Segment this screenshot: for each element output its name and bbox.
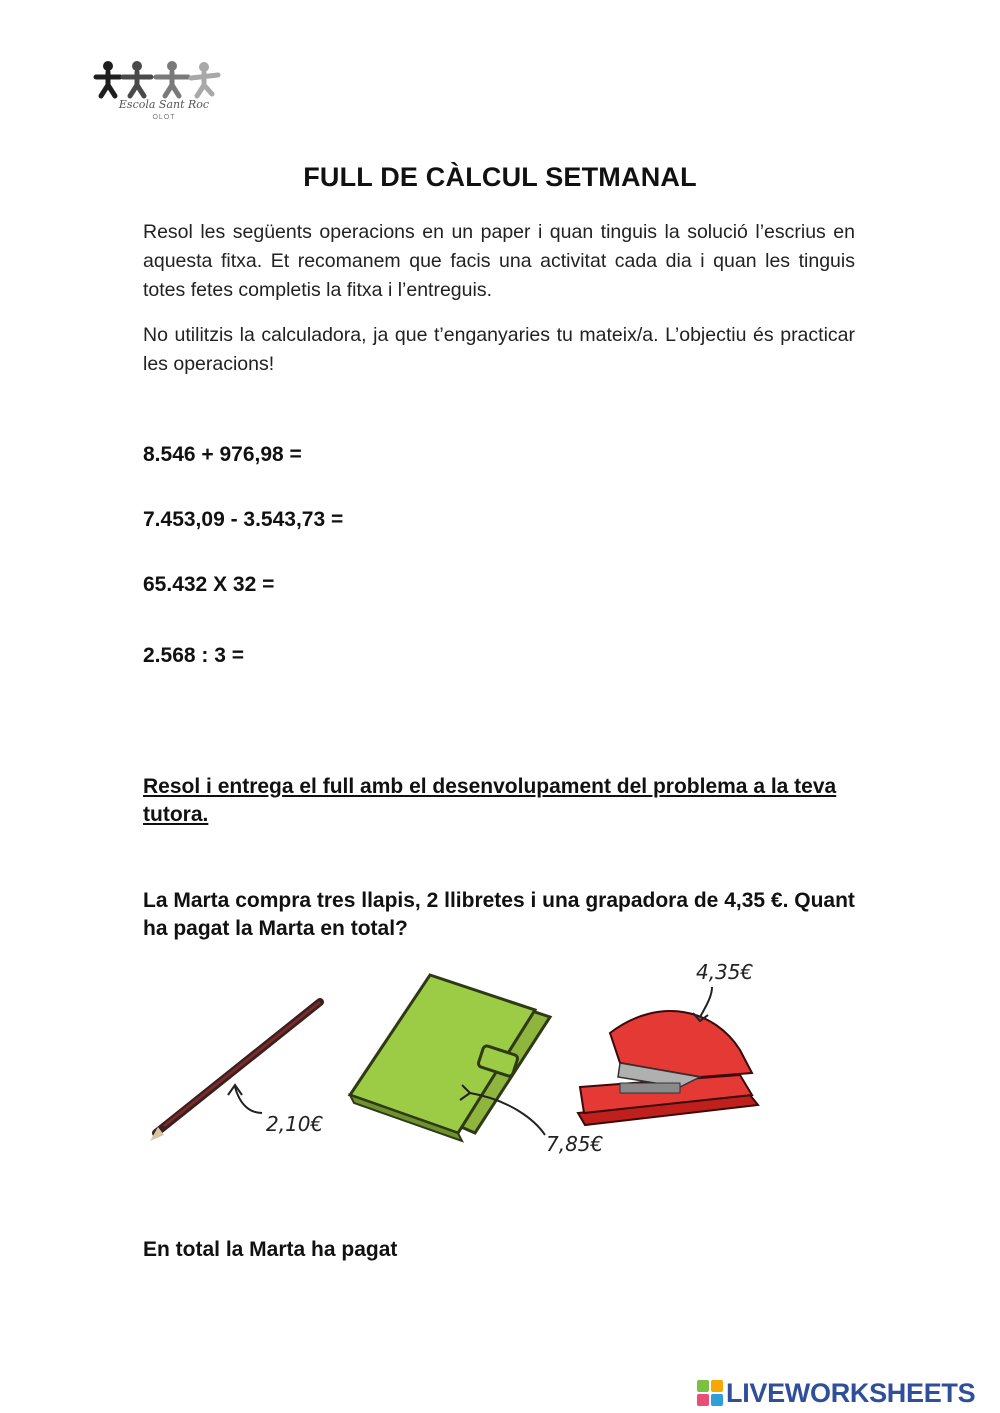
notebook-icon bbox=[350, 975, 550, 1141]
brand-text: LIVEWORKSHEETS bbox=[726, 1377, 976, 1408]
stapler-price: 4,35€ bbox=[696, 960, 754, 984]
operation-multiplication: 65.432 X 32 = bbox=[143, 573, 275, 596]
liveworksheets-logo bbox=[697, 1377, 975, 1409]
problem-statement: La Marta compra tres llapis, 2 llibretes i una grapadora de 4,35 €. Quant ha pagat la Marta en total? bbox=[143, 889, 855, 940]
answer-label: En total la Marta ha pagat bbox=[143, 1238, 398, 1261]
children-chain-icon bbox=[92, 58, 227, 100]
liveworksheets-mark-icon bbox=[697, 1380, 723, 1406]
operation-addition: 8.546 + 976,98 = bbox=[143, 443, 302, 466]
task-heading: Resol i entrega el full amb el desenvolupament del problema a la teva tutora. bbox=[143, 775, 837, 826]
stapler-icon bbox=[578, 987, 758, 1125]
intro-paragraph-1: Resol les següents operacions en un paper i quan tinguis la solució l’escrius en aquesta fitxa. Et recomanem que facis una activitat cada dia i quan les tinguis totes fetes completis la fitxa i l’entreguis. bbox=[143, 221, 855, 301]
operation-subtraction: 7.453,09 - 3.543,73 = bbox=[143, 508, 344, 531]
school-logo bbox=[92, 58, 227, 130]
pencil-price: 2,10€ bbox=[266, 1112, 324, 1136]
page-title: FULL DE CÀLCUL SETMANAL bbox=[303, 162, 697, 192]
school-town: OLOT bbox=[152, 114, 176, 121]
items-illustration bbox=[140, 955, 790, 1170]
operation-division: 2.568 : 3 = bbox=[143, 644, 244, 667]
notebook-price: 7,85€ bbox=[546, 1132, 604, 1156]
school-name: Escola Sant Roc bbox=[118, 98, 210, 111]
intro-paragraph-2: No utilitzis la calculadora, ja que t’enganyaries tu mateix/a. L’objectiu és practicar les operacions! bbox=[143, 324, 855, 375]
